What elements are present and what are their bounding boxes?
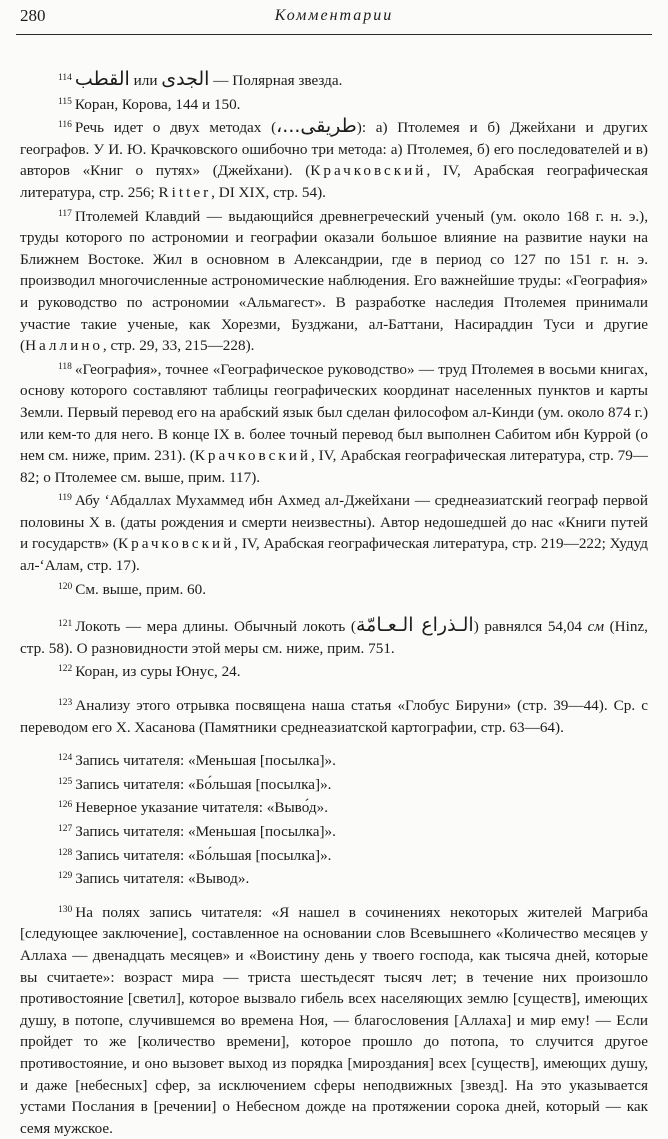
note-number: 115 [58, 96, 72, 107]
page-header [16, 4, 652, 35]
note-text: Запись читателя: «Бо́льшая [посылка]». [75, 846, 332, 864]
author-name: Наллино [25, 337, 103, 355]
note-119 [20, 488, 648, 576]
note-text: , IV, Арабская географическая литература, стр. 256; [20, 162, 649, 201]
note-126 [20, 795, 648, 819]
commentary-body [20, 58, 648, 1139]
author-name: Крачковский [194, 447, 311, 465]
note-number: 125 [58, 776, 73, 787]
author-name: Крачковский [310, 162, 427, 180]
note-number: 124 [58, 753, 73, 764]
note-123 [20, 693, 648, 738]
arabic-term: الجدى [161, 68, 210, 90]
arabic-term: الـذراع الـعـامّة [355, 614, 474, 637]
note-text: , IV, Арабская географическая литература, стр. 79—82; о Птолемее см. выше, прим. 117). [20, 447, 648, 486]
note-117 [20, 204, 648, 357]
note-114 [20, 68, 648, 92]
note-text: Абу ‘Абдаллах Мухаммед ибн Ахмед ал-Джейхани — среднеазиатский географ первой половины X в. (даты рождения и смерти неизвестны). Автор недошедшей до нас «Книги путей и государств» ( [20, 492, 648, 553]
note-text: — Полярная звезда. [209, 72, 343, 89]
note-118 [20, 357, 648, 489]
note-text: , DI XIX, стр. 54). [211, 183, 326, 201]
note-120 [20, 577, 648, 601]
note-text: На полях запись читателя: «Я нашел в сочинениях некоторых жителей Магриба [следующее заключение], составленное на основании слов Всевышнего «Количество месяцев у Аллаха — двенадцать месяцев» и «Воистину день у твоего господа, как тысяча дней, которые вы считаете»: возраст мира — триста шестьдесят тысяч лет; в течение них произошло противостояние [светил], которое вызвало гибель всех населяющих землю [существ], имеющих душу, в потопе, случившемся во времена Ноя, — благословения [Аллаха] и мир ему! — Если пройдет то же [количество времени], которое прошло до потопа, то случится другое противостояние, и оно вызовет выход из порядка [мироздания] всех [существ], имеющих душу, и даже [небесных] сфер, за исключением сферы неподвижных [звезд]. На это указывается устами Послания в [речении] о Небесном дожде на протяжении сорока дней, который — как семя мужское. [20, 903, 648, 1137]
note-127 [20, 819, 648, 843]
author-name: Ritter [158, 183, 212, 201]
note-number: 121 [58, 619, 73, 630]
arabic-term: القطب [74, 68, 130, 90]
note-number: 129 [58, 871, 73, 882]
page-number: 280 [20, 6, 46, 25]
author-name: Крачковский [118, 535, 235, 553]
note-116 [20, 115, 648, 203]
note-number: 118 [58, 361, 72, 372]
note-number: 123 [58, 698, 73, 709]
note-text: Коран, Корова, 144 и 150. [74, 95, 241, 113]
note-text: См. выше, прим. 60. [75, 580, 207, 598]
note-115 [20, 92, 648, 116]
note-text: (Hinz, стр. 58). О разновидности этой меры см. ниже, прим. 751. [20, 618, 648, 657]
note-text: «География», точнее «Географическое руководство» — труд Птолемея в восьми книгах, основу которого составляют таблицы географических координат населенных пунктов и карты Земли. Первый перевод его на арабский язык был сделан философом ал-Кинди (ум. около 874 г.) или кем-то для него. В конце IX в. более точный перевод был выполнен Сабитом ибн Куррой (о нем см. ниже, прим. 231). ( [20, 360, 648, 465]
note-number: 126 [58, 800, 73, 811]
note-text: Птолемей Клавдий — выдающийся древнегреческий ученый (ум. около 168 г. н. э.), труды которого по астрономии и географии оказали большое влияние на развитие науки на Ближнем Востоке. Жил в основном в Александрии, где в период со 127 по 151 г. н. э. производил многочисленные астрономические наблюдения. Его важнейшие труды: «География» и руководство по астрономии «Альмагест». В разработке наследия Птолемея принимали участие такие ученые, как Хорезми, Бузджани, ал-Баттани, Насираддин Туси и другие ( [20, 207, 648, 355]
note-text: Речь идет о двух методах ( [74, 119, 277, 137]
note-number: 114 [58, 73, 72, 83]
note-125 [20, 772, 648, 796]
note-text: Запись читателя: «Меньшая [посылка]». [75, 823, 336, 840]
note-number: 130 [58, 904, 73, 915]
note-text: Запись читателя: «Вывод». [75, 870, 250, 888]
note-124 [20, 748, 648, 772]
note-number: 116 [58, 120, 72, 131]
note-text: Анализу этого отрывка посвящена наша статья «Глобус Бируни» (стр. 39—44). Ср. с переводом его Х. Хасанова (Памятники среднеазиатской картографии, стр. 63—64). [20, 697, 648, 736]
note-text: или [129, 72, 162, 89]
note-text: Запись читателя: «Меньшая [посылка]». [75, 752, 336, 770]
note-number: 127 [58, 824, 73, 834]
unit-label: см [587, 618, 605, 636]
note-text: Локоть — мера длины. Обычный локоть ( [75, 618, 356, 636]
note-number: 120 [58, 581, 73, 592]
note-text: ): а) Птолемея и б) Джейхани и других географов. У И. Ю. Крачковского ошибочно три метода: а) Птолемея, б) его последователей и в) авторов «Книг о путях» (Джейхани). ( [20, 119, 648, 180]
note-text: Неверное указание читателя: «Выво́д». [75, 799, 329, 817]
note-text: ) равнялся 54,04 [473, 618, 588, 636]
note-text: , стр. 29, 33, 215—228). [102, 337, 255, 355]
note-128 [20, 843, 648, 867]
running-title: Комментарии [274, 7, 394, 24]
arabic-term: طريقى...، [276, 115, 357, 138]
note-text: , IV, Арабская географическая литература, стр. 219—222; Худуд ал-‘Алам, стр. 17). [20, 535, 649, 575]
note-number: 128 [58, 847, 73, 858]
note-129 [20, 866, 648, 890]
note-121 [20, 614, 648, 659]
note-number: 119 [58, 493, 72, 504]
note-text: Запись читателя: «Бо́льшая [посылка]». [75, 775, 332, 793]
note-text: Коран, из суры Юнус, 24. [75, 663, 241, 681]
note-number: 122 [58, 664, 73, 675]
note-130 [20, 900, 648, 1139]
note-122 [20, 659, 648, 683]
note-number: 117 [58, 208, 72, 219]
